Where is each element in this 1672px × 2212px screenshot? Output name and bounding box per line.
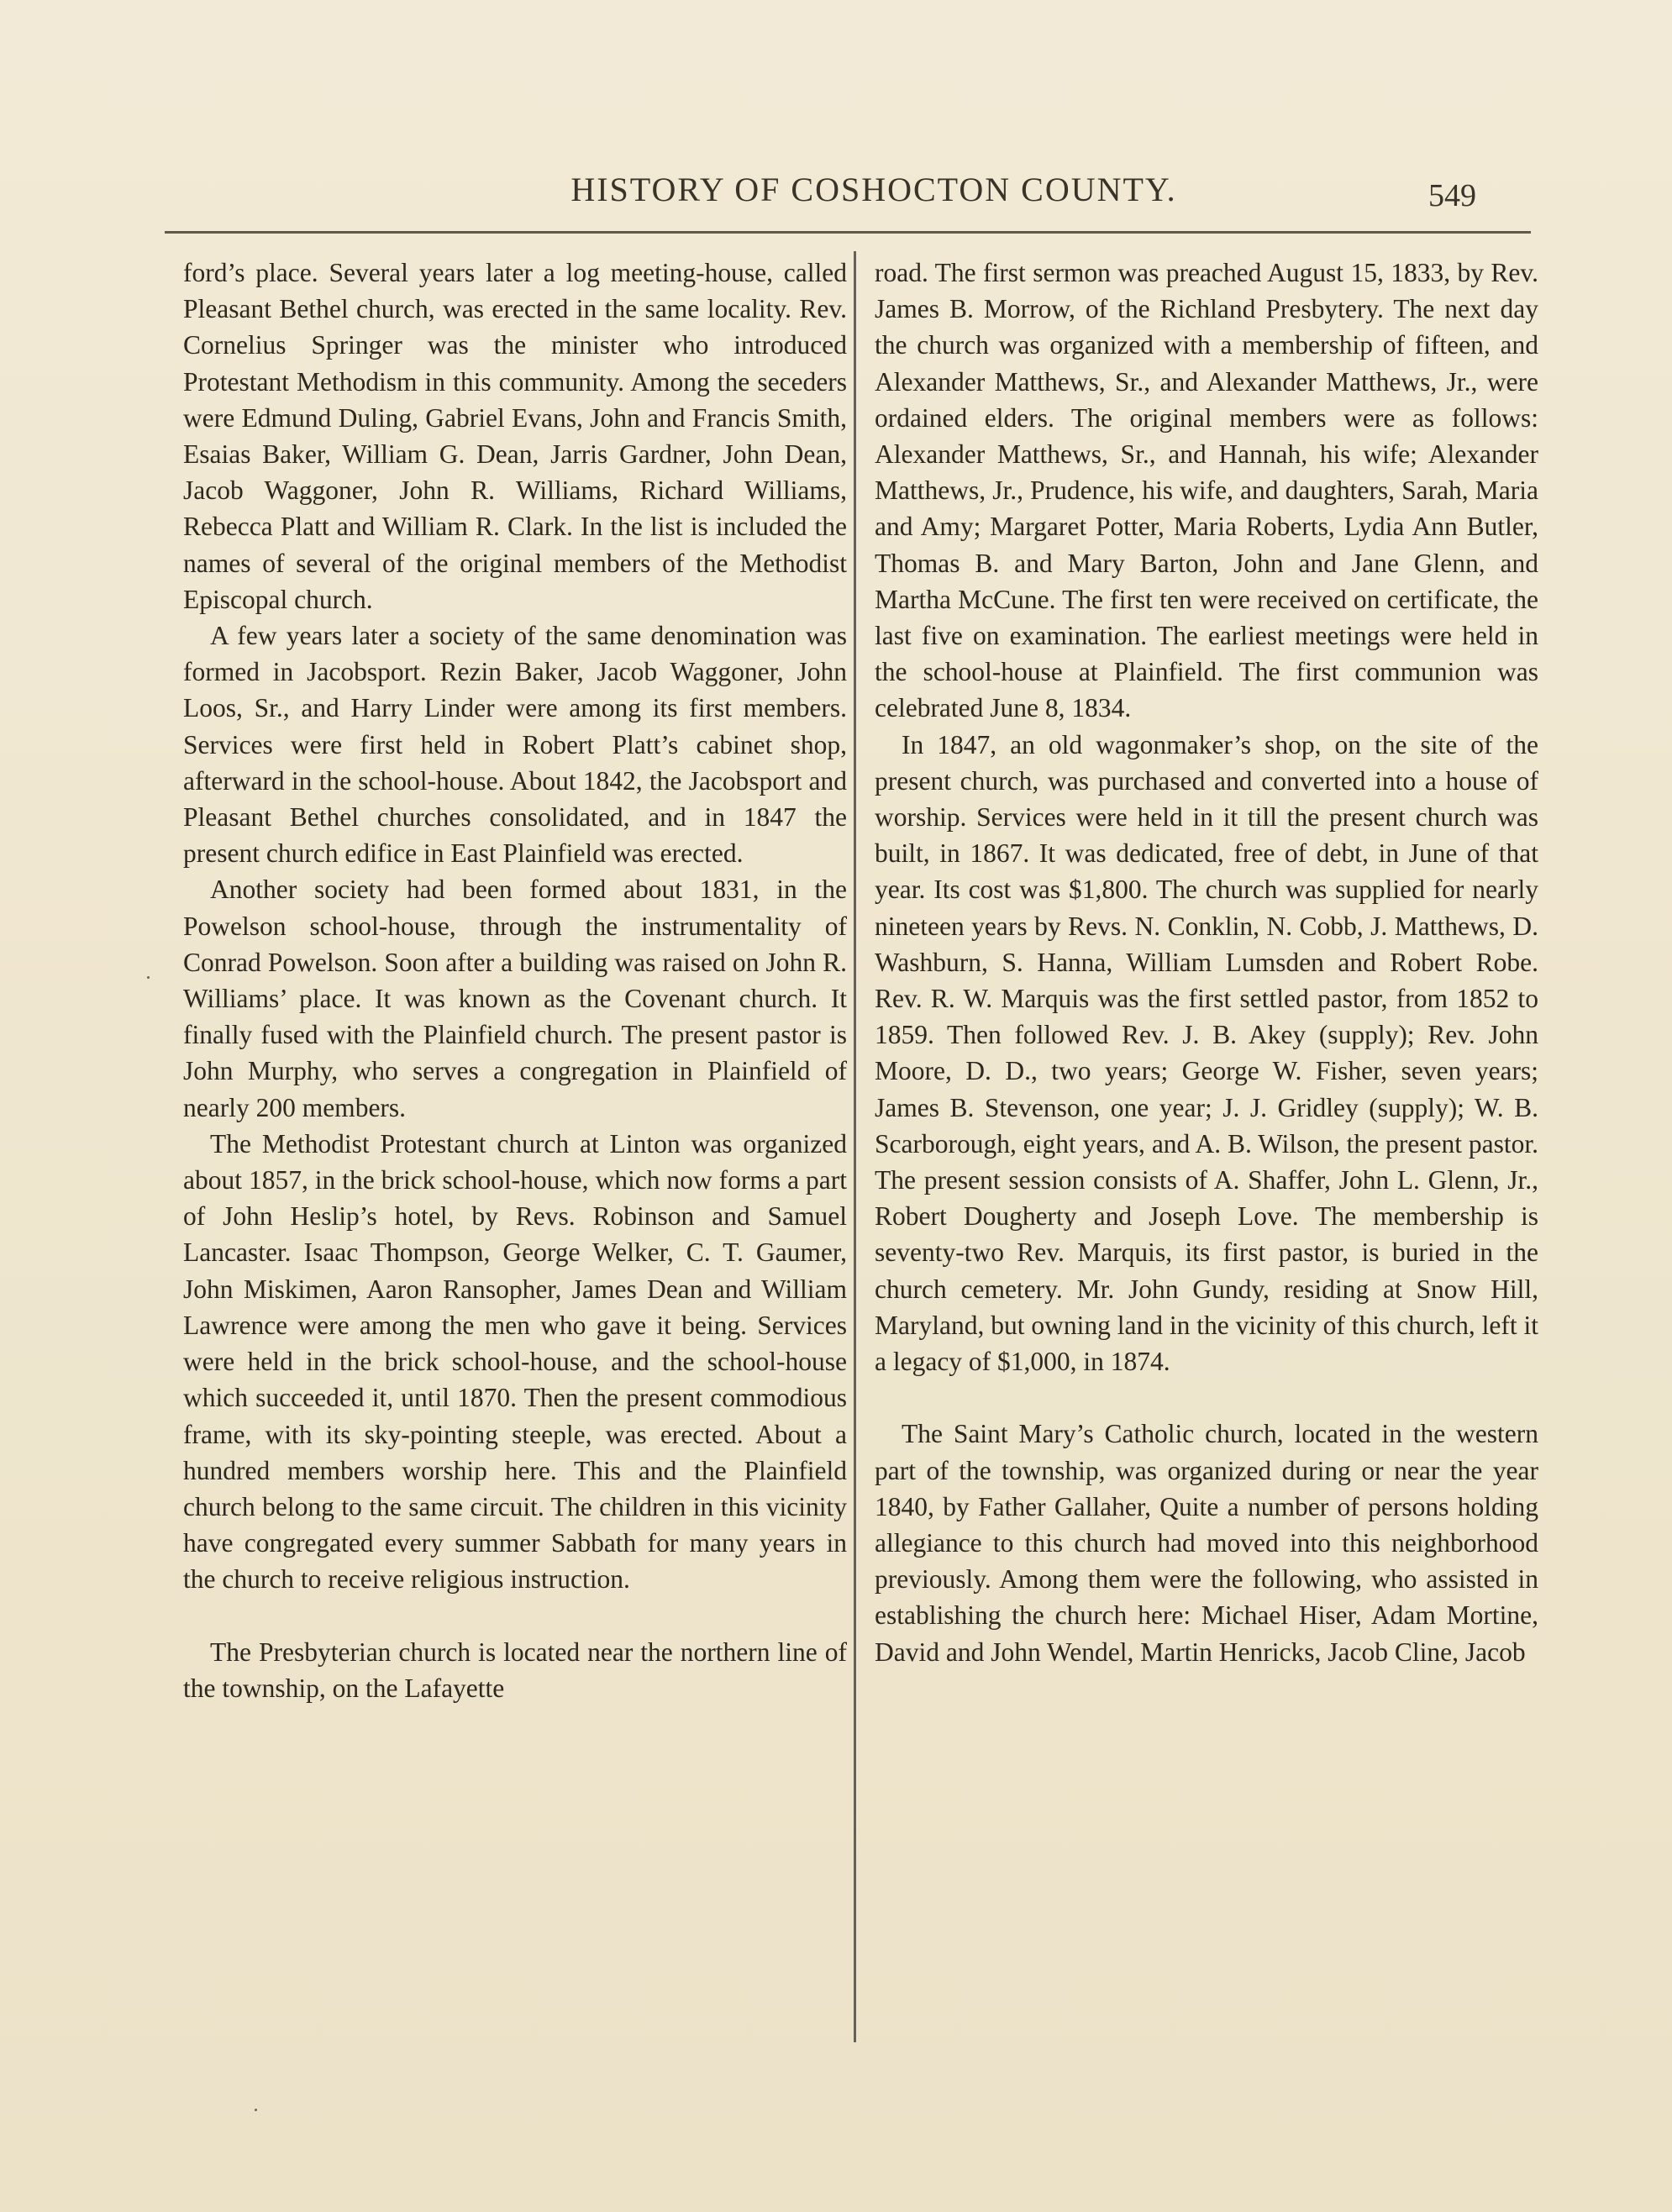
page-speck [255, 2109, 257, 2111]
column-divider [854, 251, 856, 2042]
paragraph-presbyterian-continued: road. The first sermon was preached August 15, 1833, by Rev. James B. Morrow, of the Richland Presbytery. The next day the church was organized with a membership of fifteen, and Alexander Matthews, Sr., and Alexander Matthews, Jr., were ordained elders. The original members were as follows: Alexander Matthews, Sr., and Hannah, his wife; Alexander Matthews, Jr., Prudence, his wife, and daughters, Sarah, Maria and Amy; Margaret Potter, Maria Roberts, Lydia Ann Butler, Thomas B. and Mary Barton, John and Jane Glenn, and Martha McCune. The first ten were received on certificate, the last five on examination. The earliest meetings were held in the school-house at Plainfield. The first communion was celebrated June 8, 1834. [875, 258, 1538, 723]
paragraph-presbyterian-start: The Presbyterian church is located near the northern line of the township, on the Lafayette [183, 1637, 847, 1703]
right-column [875, 255, 1538, 1670]
paragraph-wagonmaker-shop: In 1847, an old wagonmaker’s shop, on the site of the present church, was purchased and converted into a house of worship. Services were held in it till the present church was built, in 1867. It was dedicated, free of debt, in June of that year. Its cost was $1,800. The church was supplied for nearly nineteen years by Revs. N. Conklin, N. Cobb, J. Matthews, D. Washburn, S. Hanna, William Lumsden and Robert Robe. Rev. R. W. Marquis was the first settled pastor, from 1852 to 1859. Then followed Rev. J. B. Akey (supply); Rev. John Moore, D. D., two years; George W. Fisher, seven years; James B. Stevenson, one year; J. J. Gridley (supply); W. B. Scarborough, eight years, and A. B. Wilson, the present pastor. The present session consists of A. Shaffer, John L. Glenn, Jr., Robert Dougherty and Joseph Love. The membership is seventy-two Rev. Marquis, its first pastor, is buried in the church cemetery. Mr. John Gundy, residing at Snow Hill, Maryland, but owning land in the vicinity of this church, left it a legacy of $1,000, in 1874. [875, 729, 1538, 1377]
left-column [183, 255, 847, 1706]
paragraph-jacobsport-society: A few years later a society of the same denomination was formed in Jacobsport. Rezin Baker, Jacob Waggoner, John Loos, Sr., and Harry Linder were among its first members. Services were first held in Robert Platt’s cabinet shop, afterward in the school-house. About 1842, the Jacobsport and Pleasant Bethel churches consolidated, and in 1847 the present church edifice in East Plainfield was erected. [183, 621, 847, 869]
paragraph-pleasant-bethel: ford’s place. Several years later a log meeting-house, called Pleasant Bethel church, was erected in the same locality. Rev. Cornelius Springer was the minister who introduced Protestant Methodism in this community. Among the seceders were Edmund Duling, Gabriel Evans, John and Francis Smith, Esaias Baker, William G. Dean, Jarris Gardner, John Dean, Jacob Waggoner, John R. Williams, Richard Williams, Rebecca Platt and William R. Clark. In the list is included the names of several of the original members of the Methodist Episcopal church. [183, 258, 847, 614]
paragraph-saint-marys: The Saint Mary’s Catholic church, located in the western part of the township, was organized during or near the year 1840, by Father Gallaher, Quite a number of persons holding allegiance to this church had moved into this neighborhood previously. Among them were the following, who assisted in establishing the church here: Michael Hiser, Adam Mortine, David and John Wendel, Martin Henricks, Jacob Cline, Jacob [875, 1419, 1538, 1667]
paragraph-covenant-church: Another society had been formed about 1831, in the Powelson school-house, through the instrumentality of Conrad Powelson. Soon after a building was raised on John R. Williams’ place. It was known as the Covenant church. It finally fused with the Plainfield church. The present pastor is John Murphy, who serves a congregation in Plainfield of nearly 200 members. [183, 875, 847, 1122]
page-number: 549 [1428, 178, 1476, 213]
paragraph-linton-church: The Methodist Protestant church at Linton was organized about 1857, in the brick school-house, which now forms a part of John Heslip’s hotel, by Revs. Robinson and Samuel Lancaster. Isaac Thompson, George Welker, C. T. Gaumer, John Miskimen, Aaron Ransopher, James Dean and William Lawrence were among the men who gave it being. Services were held in the brick school-house, and the school-house which succeeded it, until 1870. Then the present commodious frame, with its sky-pointing steeple, was erected. About a hundred members worship here. This and the Plainfield church belong to the same circuit. The children in this vicinity have congregated every summer Sabbath for many years in the church to receive religious instruction. [183, 1128, 847, 1595]
running-head: HISTORY OF COSHOCTON COUNTY. [570, 171, 1177, 208]
page-speck [147, 976, 150, 979]
header-rule [165, 231, 1531, 234]
